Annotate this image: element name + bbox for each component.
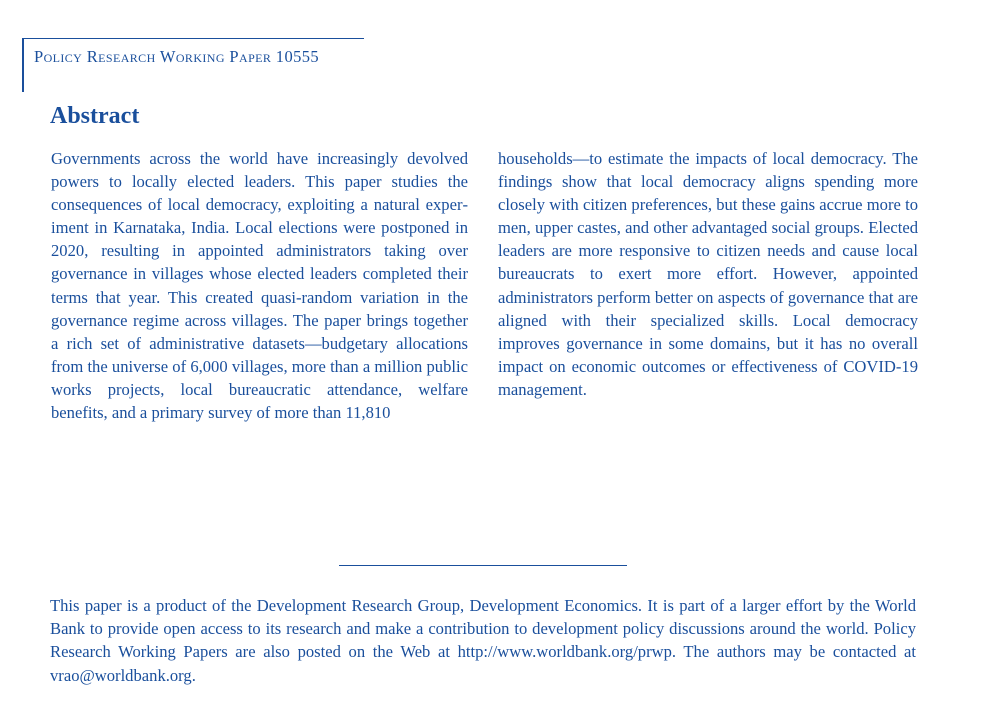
- abstract-heading: Abstract: [50, 103, 140, 129]
- footer-note: This paper is a product of the Development Research Group, Development Economics. It is part of a larger effort by the World Bank to provide open access to its research and make a contribution to development policy discussions around the world. Policy Research Working Papers are also posted on the Web at http://www.worldbank.org/prwp. The authors may be contacted at vrao@worldbank.org.: [50, 596, 916, 685]
- abstract-column-right: households—to estimate the impacts of local democracy. The findings show that local democracy aligns spending more closely with citizen preferences, but these gains accrue more to men, upper castes, and other advantaged social groups. Elected leaders are more responsive to citizen needs and cause local bureaucrats to exert more effort. However, appointed administrators perform better on aspects of governance that are aligned with their specialized skills. Local democracy improves governance in some domains, but it has no overall impact on economic outcomes or effectiveness of COVID-19 management.: [498, 149, 918, 399]
- series-header-box: [22, 38, 364, 92]
- series-title: Policy Research Working Paper 10555: [34, 47, 320, 66]
- abstract-column-left: Governments across the world have increasingly devolved powers to locally elected leaders. This paper studies the consequences of local democracy, exploiting a natural experiment in Karnataka, India. Local elections were postponed in 2020, resulting in appointed administrators taking over governance in villages whose elected leaders completed their terms that year. This created quasi-random variation in the governance regime across villages. The paper brings together a rich set of administrative datasets—budgetary allocations from the universe of 6,000 villages, more than a million public works projects, local bureaucratic attendance, welfare benefits, and a primary survey of more than 11,810: [51, 149, 468, 423]
- footer-divider: [339, 565, 627, 566]
